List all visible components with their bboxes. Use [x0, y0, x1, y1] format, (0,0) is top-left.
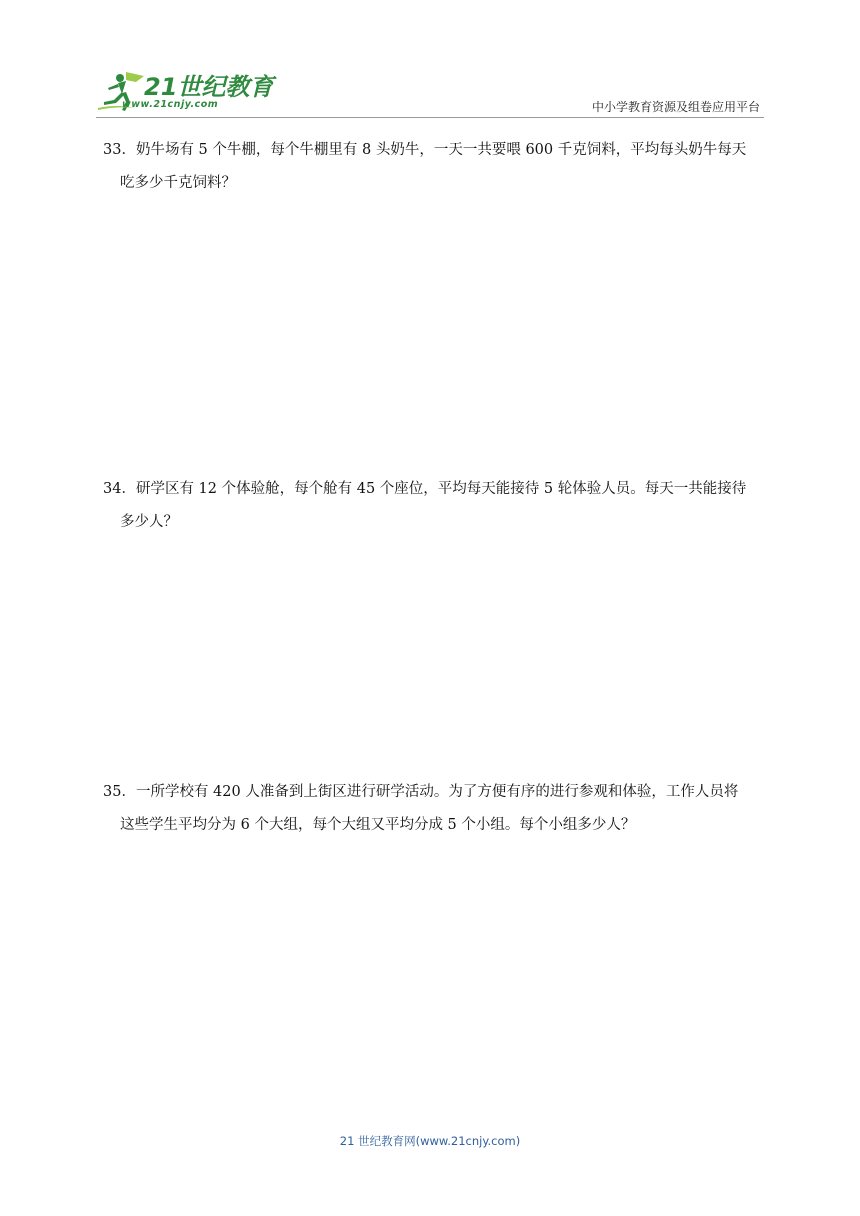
question-text: 多少人？ — [120, 514, 178, 530]
question-text: 这些学生平均分为 6 个大组，每个大组又平均分成 5 个小组。每个小组多少人？ — [120, 817, 636, 833]
logo-url: www.21cnjy.com — [122, 99, 219, 110]
question-number: 34． — [103, 481, 136, 497]
platform-label: 中小学教育资源及组卷应用平台 — [591, 100, 760, 114]
question-34 — [103, 473, 767, 539]
logo-title: 21世纪教育 — [144, 73, 274, 101]
site-logo[interactable] — [96, 70, 274, 116]
page-footer[interactable]: 21 世纪教育网(www.21cnjy.com) — [339, 1134, 521, 1148]
question-33 — [103, 134, 767, 200]
question-text: 一所学校有 420 人准备到上街区进行研学活动。为了方便有序的进行参观和体验，工作人员将 — [135, 784, 739, 800]
question-35 — [103, 776, 767, 842]
question-text: 吃多少千克饲料？ — [120, 175, 236, 191]
question-line — [103, 134, 767, 167]
question-line — [103, 473, 767, 506]
question-text: 奶牛场有 5 个牛棚，每个牛棚里有 8 头奶牛，一天一共要喂 600 千克饲料，平均每头奶牛每天 — [135, 142, 747, 158]
question-text: 研学区有 12 个体验舱，每个舱有 45 个座位，平均每天能接待 5 轮体验人员。每天一共能接待 — [135, 481, 747, 497]
header-divider — [96, 117, 764, 118]
question-number: 35． — [103, 784, 136, 800]
question-line — [103, 776, 767, 809]
question-number: 33． — [103, 142, 136, 158]
page-header — [0, 0, 860, 120]
